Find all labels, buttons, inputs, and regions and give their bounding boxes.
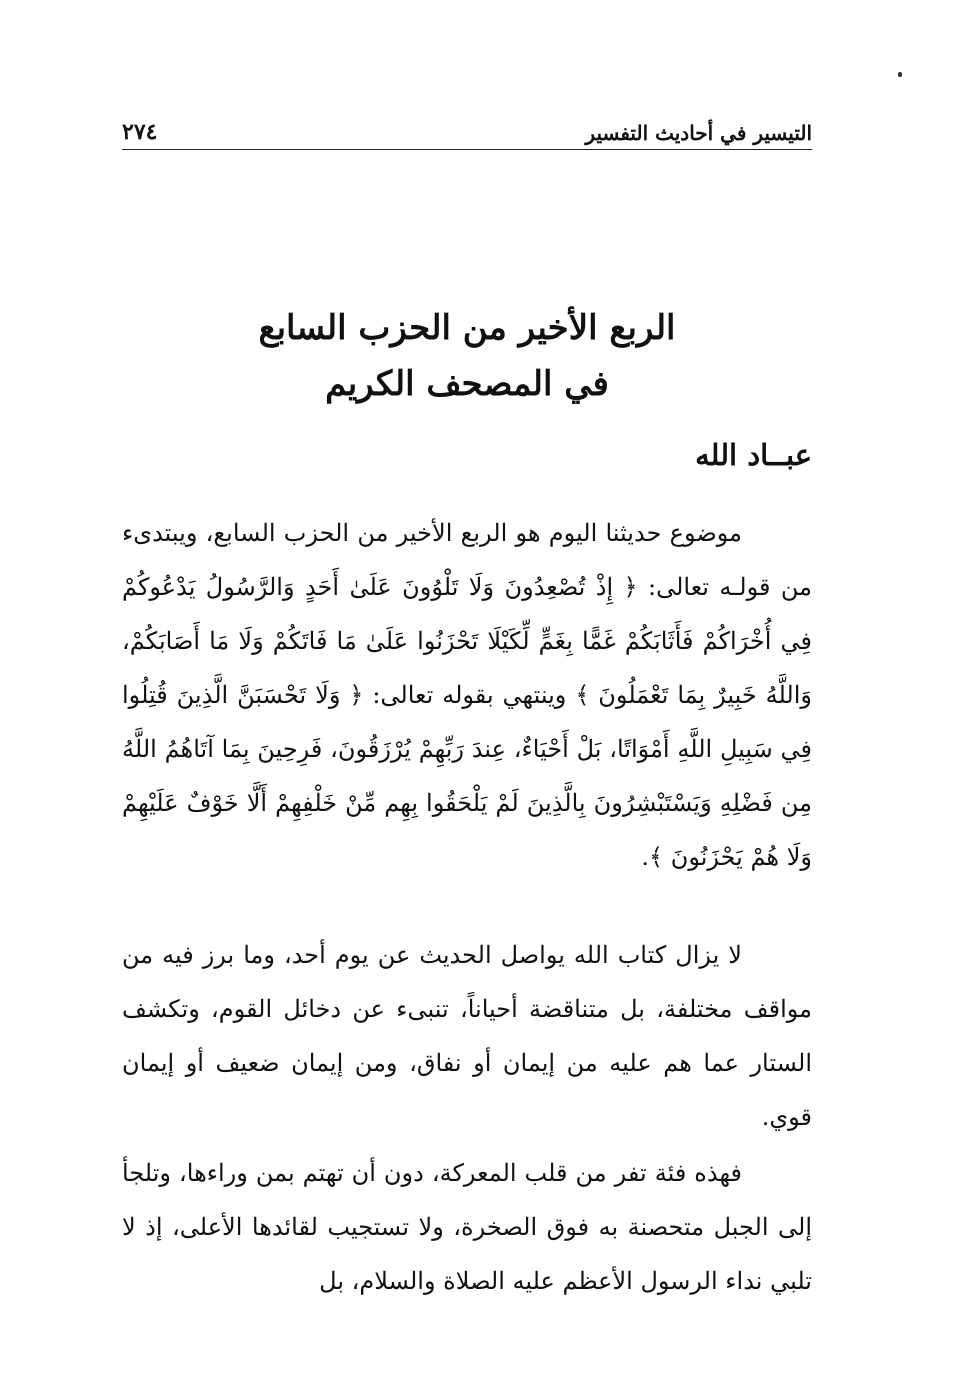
chapter-title bbox=[122, 300, 812, 412]
paragraph-2 bbox=[122, 928, 812, 1144]
section-heading: عبــاد الله bbox=[695, 438, 812, 472]
paragraph-1 bbox=[122, 506, 812, 884]
quran-verse-1: ﴿ إِذْ تُصْعِدُونَ وَلَا تَلْوُونَ عَلَىٰ أَحَدٍ وَالرَّسُولُ يَدْعُوكُمْ فِي أُخْرَاكُمْ فَأَثَابَكُمْ غَمًّا بِغَمٍّ لِّكَيْلَا تَحْزَنُوا عَلَىٰ مَا فَاتَكُمْ وَلَا مَا أَصَابَكُمْ، وَاللَّهُ خَبِيرٌ بِمَا تَعْمَلُونَ ﴾ bbox=[122, 573, 812, 709]
paragraph-2-text: لا يزال كتاب الله يواصل الحديث عن يوم أحد، وما برز فيه من مواقف مختلفة، بل متناقضة أحياناً، تنبىء عن دخائل القوم، وتكشف الستار عما هم عليه من إيمان أو نفاق، ومن إيمان ضعيف أو إيمان قوي. bbox=[122, 941, 812, 1131]
page-number: ٢٧٤ bbox=[122, 119, 158, 145]
paragraph-1-intro: موضوع حديثنا اليوم هو الربع الأخير من الحزب السابع، ويبتدىء من قولـه تعالى: bbox=[122, 519, 812, 601]
paragraph-3 bbox=[122, 1146, 812, 1308]
chapter-title-line-2: في المصحف الكريم bbox=[325, 364, 609, 404]
quran-verse-2: ﴿ وَلَا تَحْسَبَنَّ الَّذِينَ قُتِلُوا فِي سَبِيلِ اللَّهِ أَمْوَاتًا، بَلْ أَحْيَاءٌ، عِندَ رَبِّهِمْ يُرْزَقُونَ، فَرِحِينَ بِمَا آتَاهُمُ اللَّهُ مِن فَضْلِهِ وَيَسْتَبْشِرُونَ بِالَّذِينَ لَمْ يَلْحَقُوا بِهِم مِّنْ خَلْفِهِمْ أَلَّا خَوْفٌ عَلَيْهِمْ وَلَا هُمْ يَحْزَنُونَ ﴾ bbox=[122, 681, 812, 871]
paragraph-3-text: فهذه فئة تفر من قلب المعركة، دون أن تهتم بمن وراءها، وتلجأ إلى الجبل متحصنة به فوق الصخرة، ولا تستجيب لقائدها الأعلى، إذ لا تلبي نداء الرسول الأعظم عليه الصلاة والسلام، بل bbox=[122, 1159, 812, 1295]
running-title: التيسير في أحاديث التفسير bbox=[585, 121, 812, 145]
page-header bbox=[122, 114, 812, 150]
paragraph-1-end: . bbox=[641, 843, 650, 871]
ink-speck bbox=[898, 72, 902, 77]
chapter-title-line-1: الربع الأخير من الحزب السابع bbox=[258, 308, 676, 348]
paragraph-1-middle: وينتهي بقوله تعالى: bbox=[363, 681, 576, 709]
